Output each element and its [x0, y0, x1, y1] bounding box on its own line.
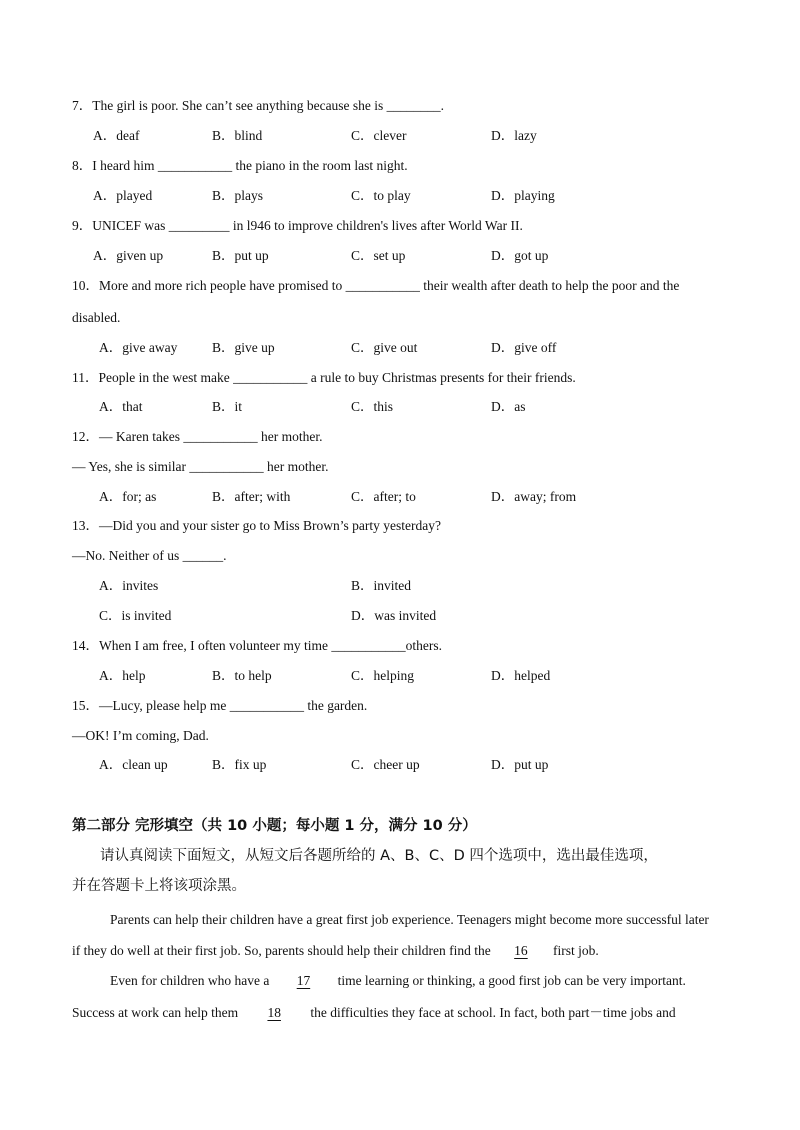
question-13-option-d: D．was invited — [351, 608, 437, 623]
question-10-option-c: C．give out — [351, 340, 418, 355]
blank-17: 17 — [296, 973, 311, 988]
question-7-option-a: A．deaf — [93, 128, 140, 143]
passage-paragraph-2-line-1 — [110, 972, 686, 990]
question-14-option-d: D．helped — [491, 668, 551, 683]
question-14-option-a: A．help — [99, 668, 146, 683]
question-13-stem-continued: —No. Neither of us ______. — [72, 548, 227, 563]
passage-paragraph-2-line-2 — [72, 1004, 676, 1022]
question-10-option-a: A．give away — [99, 340, 178, 355]
blank-16: 16 — [514, 943, 528, 958]
passage-text: if they do well at their first job. So, parents should help their children find the — [72, 943, 491, 958]
passage-text: time learning or thinking, a good first job can be very important. — [337, 973, 686, 988]
question-12-option-a: A．for; as — [99, 489, 157, 504]
question-10-option-b: B．give up — [212, 340, 275, 355]
question-8-option-a: A．played — [93, 188, 153, 203]
passage-paragraph-1-line-2 — [72, 942, 599, 960]
question-11-option-a: A．that — [99, 399, 143, 414]
question-15-option-a: A．clean up — [99, 757, 168, 772]
section-2-instruction-line-2: 并在答题卡上将该项涂黑。 — [72, 878, 246, 894]
question-14-stem: 14．When I am free, I often volunteer my time ___________others. — [72, 638, 443, 653]
question-7-option-c: C．clever — [351, 128, 407, 143]
section-2-title: 第二部分 完形填空（共 10 小题；每小题 1 分，满分 10 分） — [72, 818, 477, 834]
question-9-option-c: C．set up — [351, 248, 406, 263]
question-15-option-c: C．cheer up — [351, 757, 420, 772]
question-11-option-d: D．as — [491, 399, 526, 414]
question-13-option-a: A．invites — [99, 578, 159, 593]
question-10-stem-continued: disabled. — [72, 310, 121, 325]
question-12-option-b: B．after; with — [212, 489, 291, 504]
question-15-option-b: B．fix up — [212, 757, 267, 772]
passage-paragraph-1-line-1: Parents can help their children have a great first job experience. Teenagers might become more successful later — [110, 912, 709, 927]
section-2-instruction-line-1: 请认真阅读下面短文，从短文后各题所给的 A、B、C、D 四个选项中，选出最佳选项， — [100, 848, 658, 864]
question-15-stem-continued: —OK! I’m coming, Dad. — [72, 728, 209, 743]
question-13-option-c: C．is invited — [99, 608, 172, 623]
question-9-option-d: D．got up — [491, 248, 549, 263]
question-9-option-a: A．given up — [93, 248, 164, 263]
blank-18: 18 — [267, 1005, 281, 1020]
question-12-option-d: D．away; from — [491, 489, 577, 504]
question-12-option-c: C．after; to — [351, 489, 416, 504]
question-12-stem: 12．— Karen takes ___________ her mother. — [72, 429, 323, 444]
question-8-option-d: D．playing — [491, 188, 555, 203]
question-11-option-c: C．this — [351, 399, 394, 414]
question-11-option-b: B．it — [212, 399, 243, 414]
question-7-option-b: B．blind — [212, 128, 263, 143]
question-10-stem: 10．More and more rich people have promised to ___________ their wealth after death to help the poor and the — [72, 278, 680, 293]
passage-text: the difficulties they face at school. In fact, both part－time jobs and — [310, 1005, 676, 1020]
passage-text: Success at work can help them — [72, 1005, 239, 1020]
question-10-option-d: D．give off — [491, 340, 557, 355]
question-13-stem: 13．—Did you and your sister go to Miss Brown’s party yesterday? — [72, 518, 441, 533]
question-8-option-b: B．plays — [212, 188, 264, 203]
question-15-option-d: D．put up — [491, 757, 549, 772]
question-9-stem: 9．UNICEF was _________ in l946 to improve children's lives after World War II. — [72, 218, 523, 233]
question-8-option-c: C．to play — [351, 188, 411, 203]
question-11-stem: 11．People in the west make ___________ a rule to buy Christmas presents for their friends. — [72, 370, 576, 385]
question-9-option-b: B．put up — [212, 248, 269, 263]
question-13-option-b: B．invited — [351, 578, 411, 593]
question-15-stem: 15．—Lucy, please help me ___________ the garden. — [72, 698, 368, 713]
question-14-option-c: C．helping — [351, 668, 414, 683]
passage-text: Even for children who have a — [110, 973, 270, 988]
question-14-option-b: B．to help — [212, 668, 272, 683]
question-7-stem: 7．The girl is poor. She can’t see anything because she is ________. — [72, 98, 445, 113]
passage-text: first job. — [553, 943, 599, 958]
question-8-stem: 8．I heard him ___________ the piano in the room last night. — [72, 158, 408, 173]
question-12-stem-continued: — Yes, she is similar ___________ her mother. — [72, 459, 329, 474]
question-7-option-d: D．lazy — [491, 128, 537, 143]
